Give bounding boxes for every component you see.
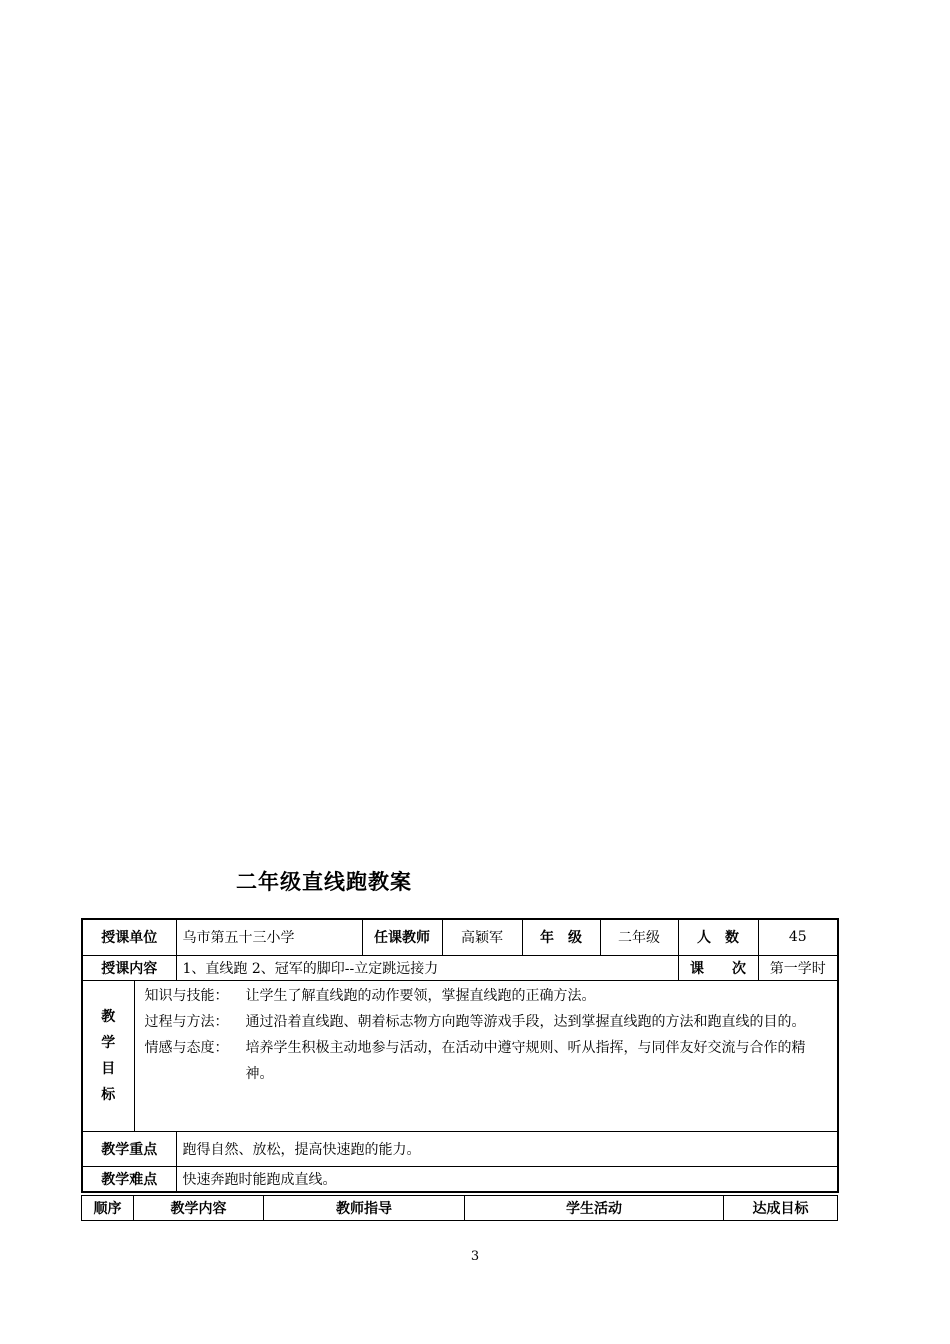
goal-process: [145, 1009, 830, 1035]
key-point-label: 教学重点: [82, 1131, 176, 1166]
procedure-header-row: [82, 1196, 838, 1221]
goal-text: 培养学生积极主动地参与活动，在活动中遵守规则、听从指挥，与同伴友好交流与合作的精神。: [245, 1039, 806, 1082]
key-point-value: 跑得自然、放松，提高快速跑的能力。: [176, 1131, 838, 1166]
goal-key: 情感与态度：: [144, 1039, 229, 1056]
goal-key: 过程与方法：: [144, 1013, 229, 1030]
goals-label-char: 教: [101, 1008, 116, 1025]
goal-text: 通过沿着直线跑、朝着标志物方向跑等游戏手段，达到掌握直线跑的方法和跑直线的目的。: [245, 1013, 806, 1030]
header-row-2: [82, 955, 838, 980]
col-teacher-guide: 教师指导: [264, 1196, 465, 1221]
lesson-plan-table: [81, 918, 839, 1193]
teacher-value: 高颖军: [442, 919, 522, 955]
difficulty-label: 教学难点: [82, 1166, 176, 1192]
content-value: 1、直线跑 2、冠军的脚印--立定跳远接力: [176, 955, 678, 980]
count-value: 45: [758, 919, 838, 955]
goal-knowledge: [145, 983, 830, 1009]
goals-label-char: 标: [101, 1086, 116, 1103]
session-value: 第一学时: [758, 955, 838, 980]
goal-text: 让学生了解直线跑的动作要领，掌握直线跑的正确方法。: [245, 987, 596, 1004]
difficulty-value: 快速奔跑时能跑成直线。: [176, 1166, 838, 1192]
page-number: 3: [470, 1249, 480, 1264]
session-label: 课 次: [678, 955, 758, 980]
goals-label-char: 学: [101, 1034, 116, 1051]
key-point-row: [82, 1131, 838, 1166]
goals-label-char: 目: [101, 1060, 116, 1077]
col-order: 顺序: [82, 1196, 134, 1221]
goal-key: 知识与技能：: [144, 987, 229, 1004]
content-label: 授课内容: [82, 955, 176, 980]
unit-label: 授课单位: [82, 919, 176, 955]
grade-label: 年 级: [522, 919, 600, 955]
col-content: 教学内容: [134, 1196, 264, 1221]
grade-value: 二年级: [600, 919, 678, 955]
teacher-label: 任课教师: [362, 919, 442, 955]
count-label: 人 数: [678, 919, 758, 955]
document-title: 二年级直线跑教案: [236, 870, 412, 894]
col-student-activity: 学生活动: [465, 1196, 724, 1221]
header-row-1: [82, 919, 838, 955]
goals-content: [134, 980, 838, 1131]
goal-attitude: [145, 1035, 830, 1087]
procedure-header-table: [81, 1195, 838, 1221]
difficulty-row: [82, 1166, 838, 1192]
col-target: 达成目标: [724, 1196, 838, 1221]
unit-value: 乌市第五十三小学: [176, 919, 362, 955]
goals-label: [82, 980, 134, 1131]
goals-row: [82, 980, 838, 1131]
